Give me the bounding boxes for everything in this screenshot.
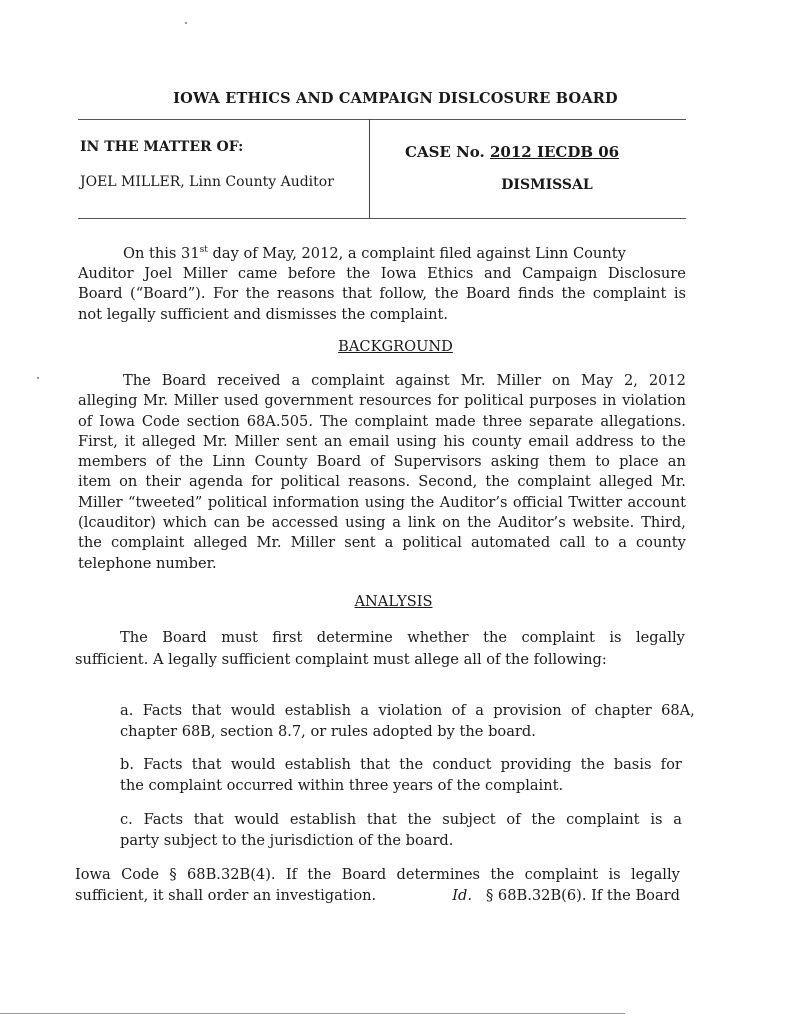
id-citation: Id. [452,887,472,904]
background-line: The Board received a complaint against Mr. Miller on May 2, 2012 [123,372,686,389]
scan-speck [185,22,187,24]
criteria-line: a. Facts that would establish a violation of a provision of chapter 68A, [120,702,695,719]
criteria-line: chapter 68B, section 8.7, or rules adopted by the board. [120,722,536,740]
closing-paragraph [75,864,680,906]
caption-top-rule [78,119,686,120]
caption-bottom-rule [78,218,686,219]
intro-line-1-end: day of May, 2012, a complaint filed against Linn County [207,244,626,262]
closing-line [75,885,680,906]
intro-line: Board (“Board”). For the reasons that follow, the Board finds the complaint is [78,285,686,303]
closing-text-end: § 68B.32B(6). If the Board [486,887,680,904]
background-line: item on their agenda for political reasons. Second, the complaint alleged Mr. [78,473,686,491]
case-number-heading [405,143,619,161]
case-number: 2012 IECDB 06 [489,143,620,161]
analysis-heading: ANALYSIS [354,593,433,610]
criteria-line: c. Facts that would establish that the subject of the complaint is a [120,811,682,828]
intro-line [78,240,686,264]
intro-line: not legally sufficient and dismisses the complaint. [78,305,449,323]
page-bottom-edge [0,1013,625,1014]
intro-paragraph [78,240,686,325]
intro-line-1-start: On this 31 [123,244,200,262]
scan-speck [37,377,39,379]
matter-heading: IN THE MATTER OF: [80,139,244,155]
background-line: (lcauditor) which can be accessed using a link on the Auditor’s website. Third, [78,514,686,532]
analysis-line: The Board must first determine whether the complaint is legally [120,629,685,646]
closing-line: Iowa Code § 68B.32B(4). If the Board determines the complaint is legally [75,866,680,883]
background-line: of Iowa Code section 68A.505. The complaint made three separate allegations. [78,412,686,430]
background-line: First, it alleged Mr. Miller sent an email using his county email address to the [78,432,686,450]
intro-line: Auditor Joel Miller came before the Iowa Ethics and Campaign Disclosure [78,265,686,283]
document-title: IOWA ETHICS AND CAMPAIGN DISLCOSURE BOARD [173,90,618,107]
disposition-label: DISMISSAL [501,177,593,193]
background-line: telephone number. [78,554,217,572]
analysis-line: sufficient. A legally sufficient complaint must allege all of the following: [75,651,607,668]
criteria-item-b [120,755,682,796]
closing-text-start: sufficient, it shall order an investigation. [75,887,377,904]
background-heading: BACKGROUND [338,338,453,355]
background-line: alleging Mr. Miller used government resources for political purposes in violation [78,392,686,410]
criteria-line: b. Facts that would establish that the conduct providing the basis for [120,756,682,773]
criteria-item-c [120,810,682,851]
case-label: CASE No. [405,143,490,161]
criteria-line: party subject to the jurisdiction of the board. [120,831,454,849]
analysis-paragraph [75,627,685,671]
criteria-item-a [120,701,695,742]
background-paragraph [78,371,686,574]
background-line: Miller “tweeted” political information using the Auditor’s official Twitter account [78,493,686,511]
criteria-line: the complaint occurred within three years of the complaint. [120,776,564,794]
intro-ordinal: st [199,245,208,255]
background-line: the complaint alleged Mr. Miller sent a political automated call to a county [78,534,686,552]
caption-divider [369,119,370,219]
respondent-name: JOEL MILLER, Linn County Auditor [80,174,334,190]
background-line: members of the Linn County Board of Supervisors asking them to place an [78,453,686,471]
